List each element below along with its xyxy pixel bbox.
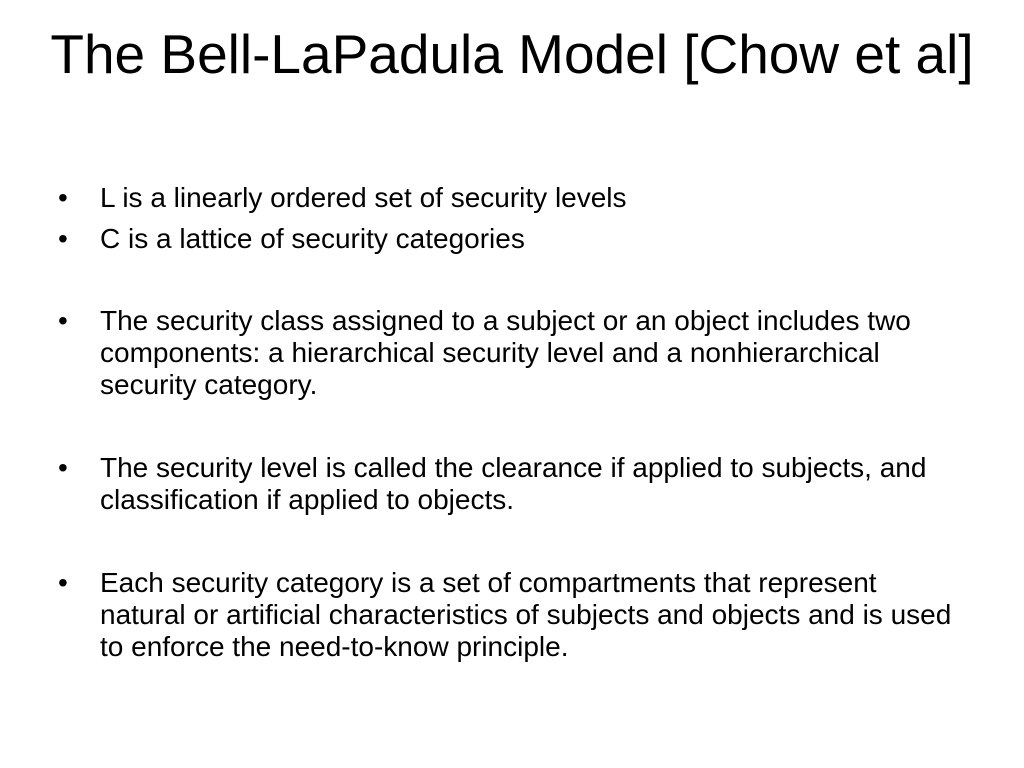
bullet-text: The security class assigned to a subject or an object includes two components: a hierarchical security level and a nonhierarchical security category. <box>100 305 911 400</box>
bullet-text: C is a lattice of security categories <box>100 223 525 254</box>
bullet-icon: • <box>58 567 68 598</box>
slide-title: The Bell-LaPadula Model [Chow et al] <box>50 23 974 85</box>
bullet-item <box>58 182 958 214</box>
bullet-icon: • <box>58 305 68 336</box>
bullet-icon: • <box>58 223 68 254</box>
bullet-text: The security level is called the clearance if applied to subjects, and classification if applied to objects. <box>100 452 927 515</box>
bullet-item <box>58 305 958 401</box>
bullet-item <box>58 223 958 255</box>
bullet-item <box>58 567 958 663</box>
bullet-icon: • <box>58 182 68 213</box>
bullet-item <box>58 452 958 516</box>
bullet-text: Each security category is a set of compartments that represent natural or artificial characteristics of subjects and objects and is used to enforce the need-to-know principle. <box>100 567 952 662</box>
bullet-text: L is a linearly ordered set of security levels <box>100 182 627 213</box>
bullet-icon: • <box>58 452 68 483</box>
